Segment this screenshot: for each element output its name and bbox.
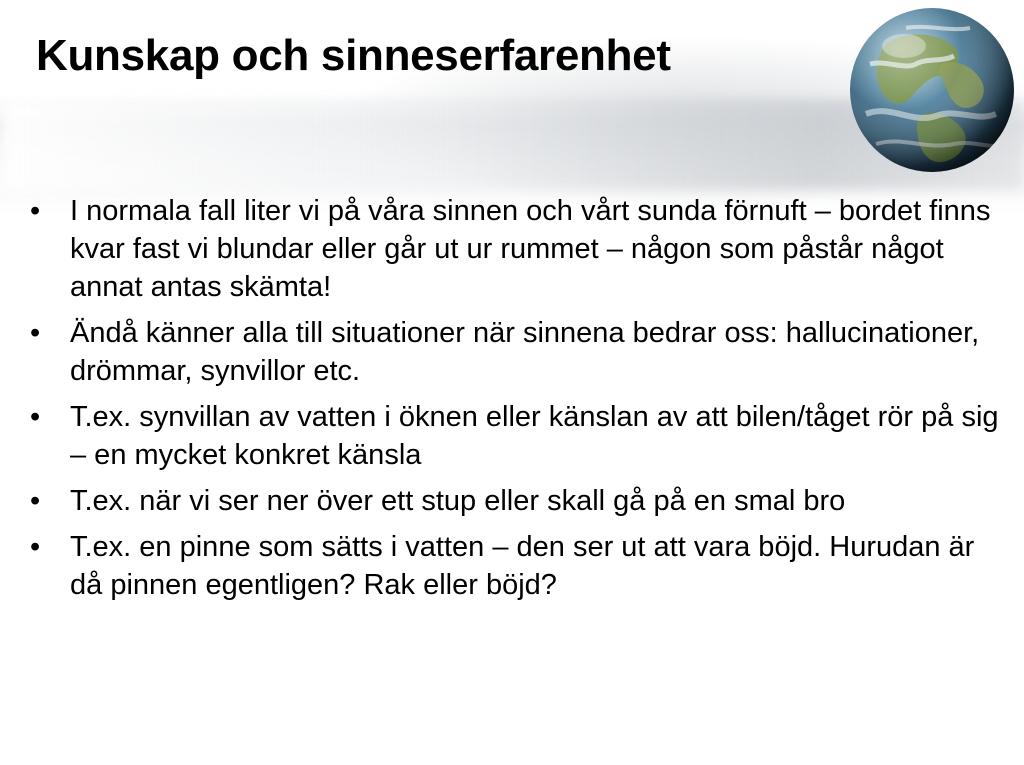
bullet-list	[30, 192, 1005, 612]
bullet-marker: •	[30, 195, 41, 227]
bullet-text: T.ex. synvillan av vatten i öknen eller känslan av att bilen/tåget rör på sig – en mycket konkret känsla	[70, 401, 999, 471]
globe-icon	[846, 4, 1018, 176]
bullet-marker: •	[30, 531, 41, 563]
bullet-marker: •	[30, 317, 41, 349]
bullet-marker: •	[30, 485, 41, 517]
bullet-text: I normala fall liter vi på våra sinnen och vårt sunda förnuft – bordet finns kvar fast vi blundar eller går ut ur rummet – någon som påstår något annat antas skämta!	[70, 195, 991, 303]
bullet-text: T.ex. när vi ser ner över ett stup eller skall gå på en smal bro	[70, 485, 846, 517]
slide-title: Kunskap och sinneserfarenhet	[36, 31, 671, 80]
bullet-item	[30, 482, 1005, 520]
bullet-marker: •	[30, 401, 41, 433]
bullet-item	[30, 398, 1005, 474]
bullet-text: Ändå känner alla till situationer när sinnena bedrar oss: hallucinationer, drömmar, synvillor etc.	[70, 317, 980, 387]
bullet-text: T.ex. en pinne som sätts i vatten – den ser ut att vara böjd. Hurudan är då pinnen egentligen? Rak eller böjd?	[70, 531, 975, 601]
bullet-item	[30, 528, 1005, 604]
bullet-item	[30, 192, 1005, 306]
bullet-item	[30, 314, 1005, 390]
